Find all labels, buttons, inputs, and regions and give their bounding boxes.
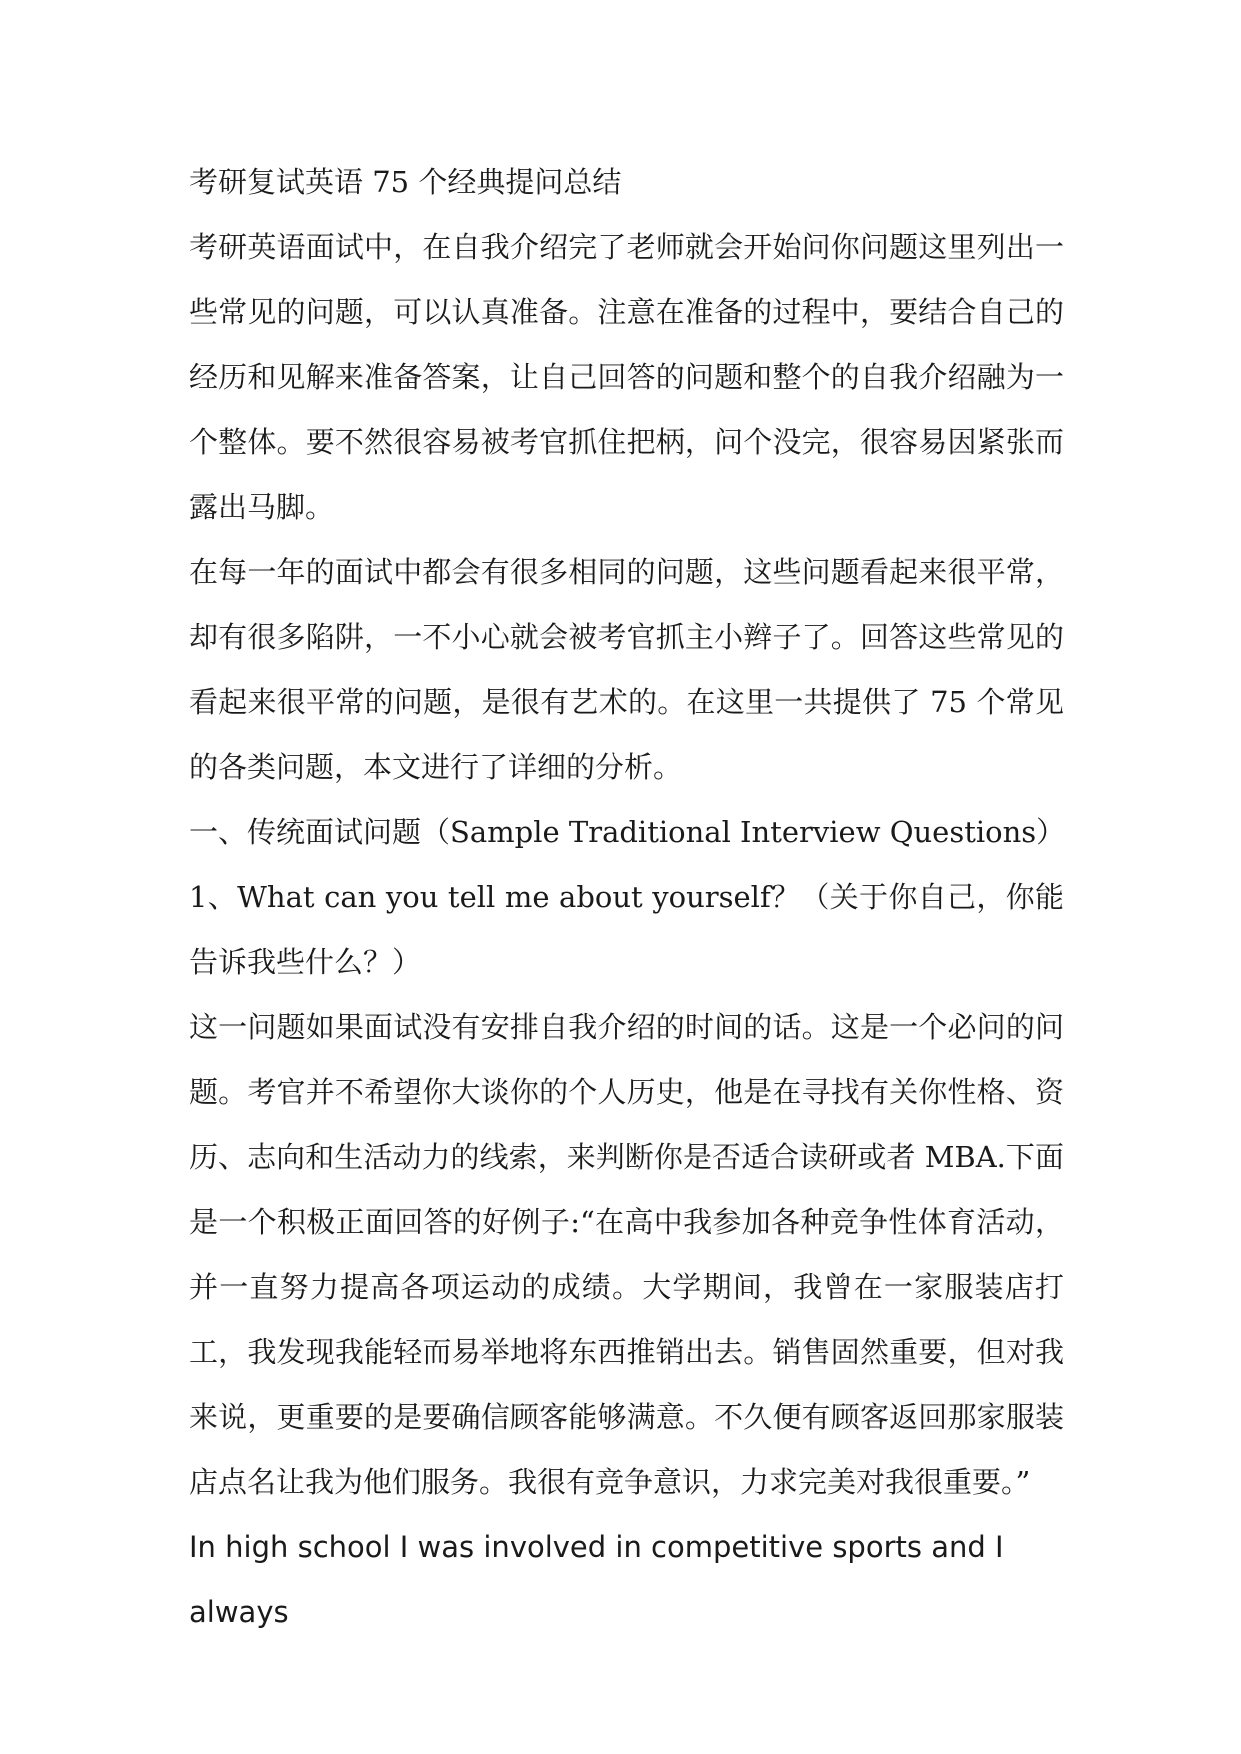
intro-paragraph: 考研英语面试中，在自我介绍完了老师就会开始问你问题这里列出一些常见的问题，可以认真准备。注意在准备的过程中，要结合自己的经历和见解来准备答案，让自己回答的问题和整个的自我介绍融为一个整体。要不然很容易被考官抓住把柄，问个没完，很容易因紧张而露出马脚。 [189, 230, 1064, 524]
document-body [189, 150, 1064, 1645]
question-1: 1、What can you tell me about yourself？（关于你自己，你能告诉我些什么？） [189, 880, 1064, 979]
answer-1: 这一问题如果面试没有安排自我介绍的时间的话。这是一个必问的问题。考官并不希望你大谈你的个人历史，他是在寻找有关你性格、资历、志向和生活动力的线索，来判断你是否适合读研或者 MBA.下面是一个积极正面回答的好例子:“在高中我参加各种竞争性体育活动，并一直努力提高各项运动的成绩。大学期间，我曾在一家服装店打工，我发现我能轻而易举地将东西推销出去。销售固然重要，但对我来说，更重要的是要确信顾客能够满意。不久便有顾客返回那家服装店点名让我为他们服务。我很有竞争意识，力求完美对我很重要。” [189, 1010, 1064, 1499]
intro-paragraph-2: 在每一年的面试中都会有很多相同的问题，这些问题看起来很平常，却有很多陷阱，一不小心就会被考官抓主小辫子了。回答这些常见的看起来很平常的问题，是很有艺术的。在这里一共提供了 75 个常见的各类问题，本文进行了详细的分析。 [189, 555, 1064, 784]
english-answer-line: In high school I was involved in competitive sports and I always [189, 1530, 1004, 1629]
document-title: 考研复试英语 75 个经典提问总结 [189, 165, 622, 199]
section-heading: 一、传统面试问题（Sample Traditional Interview Questions） [189, 815, 1066, 849]
